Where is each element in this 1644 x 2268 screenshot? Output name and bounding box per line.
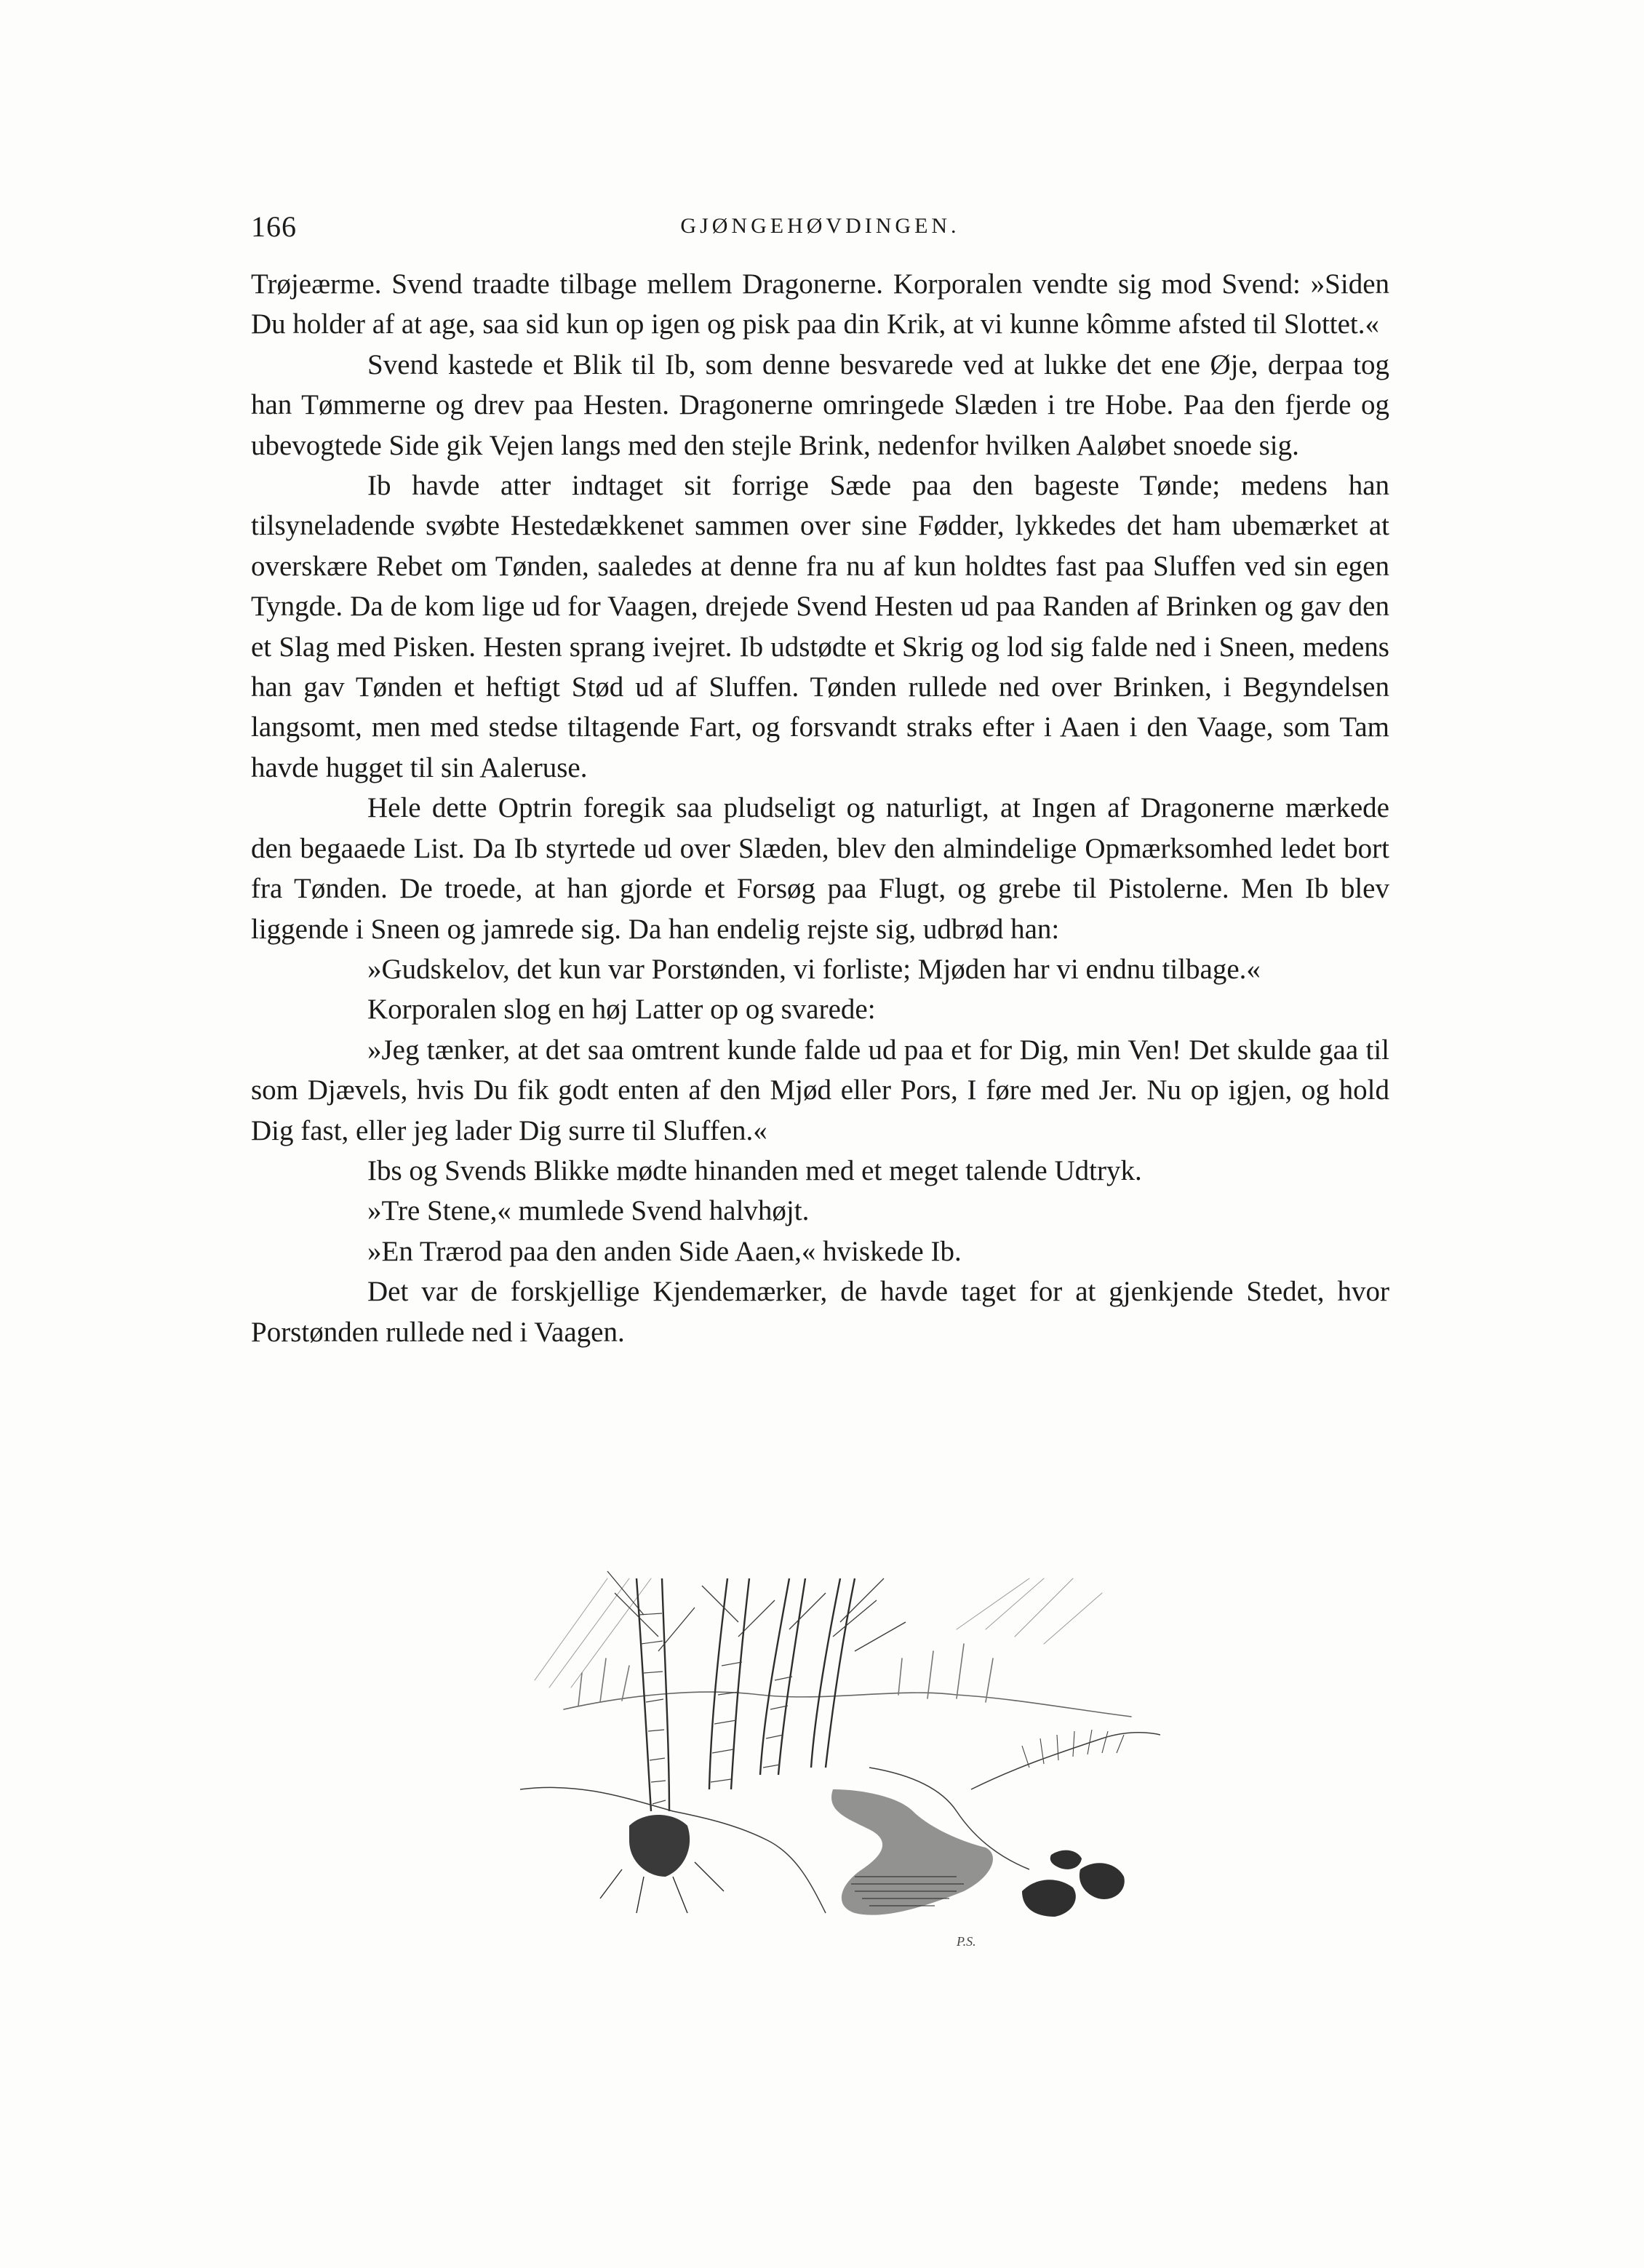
running-head: GJØNGEHØVDINGEN. [680, 214, 960, 238]
winter-landscape-drawing [520, 1549, 1160, 1957]
artist-signature: P.S. [957, 1934, 976, 1949]
page-header [251, 209, 1389, 246]
paragraph: Trøjeærme. Svend traadte tilbage mellem Dragonerne. Korporalen vendte sig mod Svend: »Siden Du holder af at age, saa sid kun op igen og pisk paa din Krik, at vi kunne kômme afsted til Slottet.« [251, 268, 1389, 340]
body-text [251, 264, 1389, 1352]
paragraph: Ib havde atter indtaget sit forrige Sæde paa den bageste Tønde; medens han tilsyneladende svøbte Hestedækkenet sammen over sine Fødder, lykkedes det ham ubemærket at overskære Rebet om Tønden, saaledes at denne fra nu af kun holdtes fast paa Sluffen ved sin egen Tyngde. Da de kom lige ud for Vaagen, drejede Svend Hesten ud paa Randen af Brinken og gav den et Slag med Pisken. Hesten sprang ivejret. Ib udstødte et Skrig og lod sig falde ned i Sneen, medens han gav Tønden et heftigt Stød ud af Sluffen. Tønden rullede ned over Brinken, i Begyndelsen langsomt, men med stedse tiltagende Fart, og forsvandt straks efter i Aaen i den Vaage, som Tam havde hugget til sin Aaleruse. [251, 470, 1389, 783]
page-number: 166 [251, 210, 297, 243]
winter-stream-illustration [520, 1549, 1160, 1957]
dialogue-line: »En Trærod paa den anden Side Aaen,« hviskede Ib. [367, 1235, 962, 1267]
dialogue-line: »Tre Stene,« mumlede Svend halvhøjt. [367, 1195, 810, 1227]
paragraph: Ibs og Svends Blikke mødte hinanden med et meget talende Udtryk. [367, 1154, 1142, 1186]
paragraph: Hele dette Optrin foregik saa pludseligt og naturligt, at Ingen af Dragonerne mærkede den begaaede List. Da Ib styrtede ud over Slæden, blev den almindelige Opmærksomhed ledet bort fra Tønden. De troede, at han gjorde et Forsøg paa Flugt, og grebe til Pistolerne. Men Ib blev liggende i Sneen og jamrede sig. Da han endelig rejste sig, udbrød han: [251, 792, 1389, 945]
dialogue-line: »Gudskelov, det kun var Porstønden, vi forliste; Mjøden har vi endnu tilbage.« [367, 953, 1261, 985]
dialogue-line: »Jeg tænker, at det saa omtrent kunde falde ud paa et for Dig, min Ven! Det skulde gaa til som Djævels, hvis Du fik godt enten af den Mjød eller Pors, I føre med Jer. Nu op igjen, og hold Dig fast, eller jeg lader Dig surre til Sluffen.« [251, 1034, 1389, 1146]
paragraph: Det var de forskjellige Kjendemærker, de havde taget for at gjenkjende Stedet, hvor Porstønden rullede ned i Vaagen. [251, 1276, 1389, 1348]
paragraph: Korporalen slog en høj Latter op og svarede: [367, 994, 876, 1026]
paragraph: Svend kastede et Blik til Ib, som denne besvarede ved at lukke det ene Øje, derpaa tog han Tømmerne og drev paa Hesten. Dragonerne omringede Slæden i tre Hobe. Paa den fjerde og ubevogtede Side gik Vejen langs med den stejle Brink, nedenfor hvilken Aaløbet snoede sig. [251, 348, 1389, 461]
